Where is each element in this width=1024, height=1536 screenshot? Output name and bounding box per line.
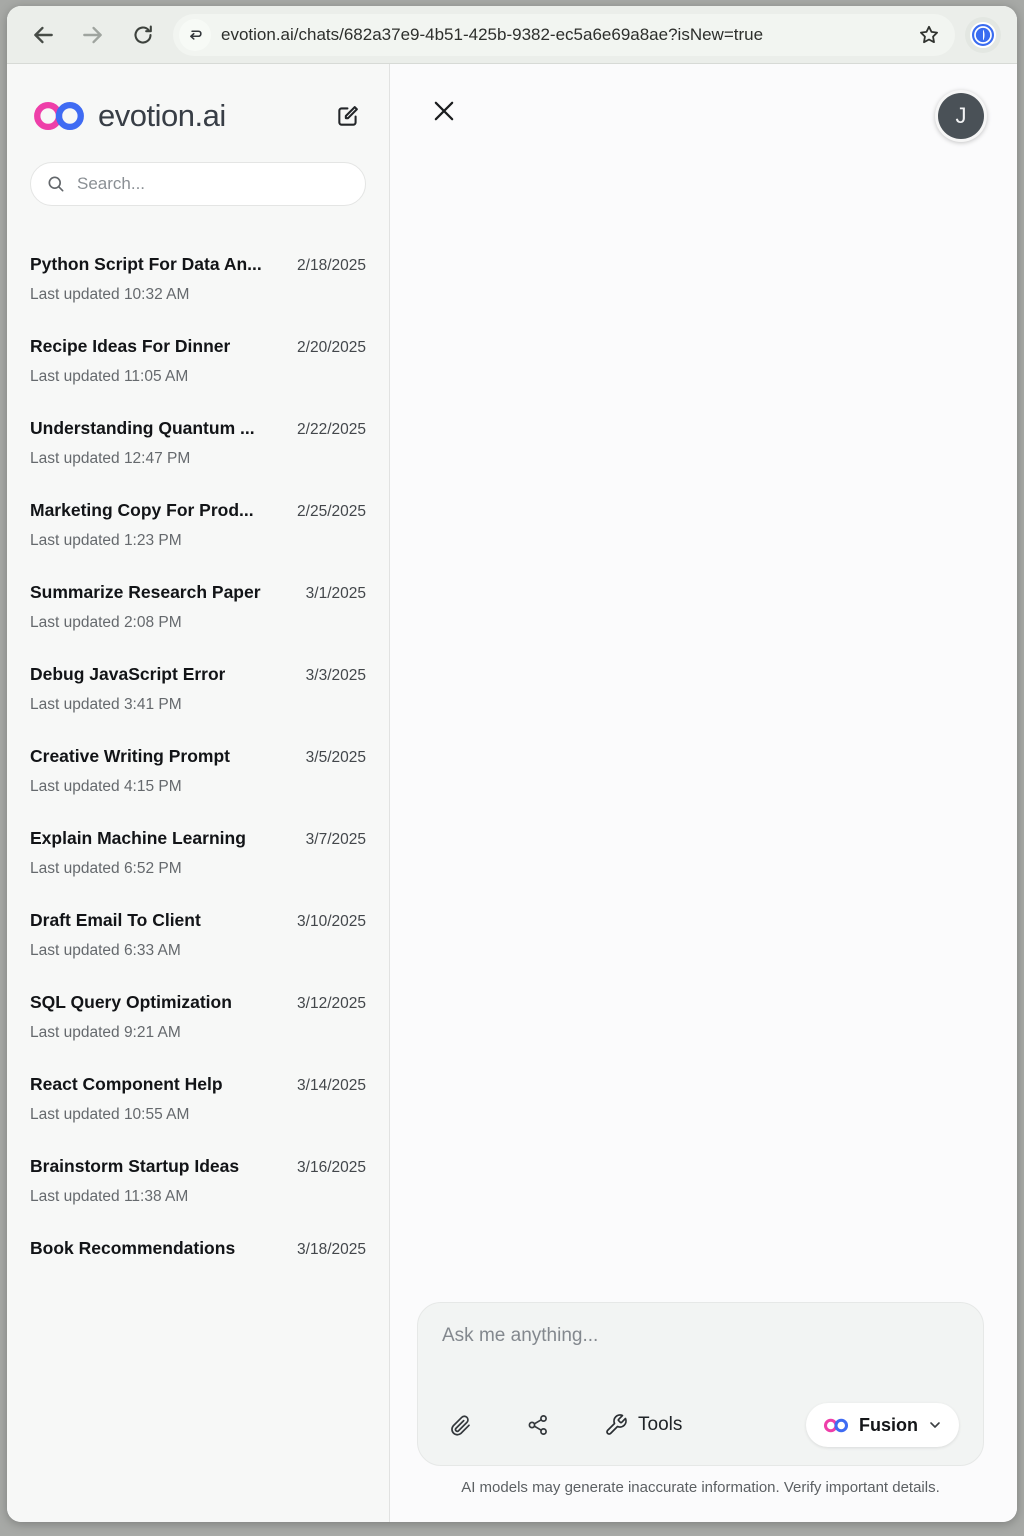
reload-icon xyxy=(131,23,155,47)
chat-date: 2/18/2025 xyxy=(297,257,366,274)
chat-title: Creative Writing Prompt xyxy=(30,746,230,766)
chat-date: 3/14/2025 xyxy=(297,1077,366,1094)
chat-list-item[interactable] xyxy=(30,908,366,962)
chat-updated: Last updated 10:32 AM xyxy=(30,286,190,303)
main-panel xyxy=(390,64,1017,1522)
reload-button[interactable] xyxy=(123,15,163,55)
chat-updated: Last updated 12:47 PM xyxy=(30,450,191,467)
chat-list-item[interactable] xyxy=(30,744,366,798)
infinity-logo-icon xyxy=(30,101,88,131)
compose-icon xyxy=(335,103,361,129)
url-input[interactable] xyxy=(221,25,907,45)
chat-list-item[interactable] xyxy=(30,1154,366,1208)
chat-title: Python Script For Data An... xyxy=(30,254,262,274)
chat-title: SQL Query Optimization xyxy=(30,992,232,1012)
chat-date: 3/5/2025 xyxy=(305,749,366,766)
chat-list-item[interactable] xyxy=(30,580,366,634)
chat-list-item[interactable] xyxy=(30,662,366,716)
message-input[interactable] xyxy=(442,1323,959,1403)
brand-name: evotion.ai xyxy=(98,98,226,133)
chat-list-item[interactable] xyxy=(30,416,366,470)
chat-title: Recipe Ideas For Dinner xyxy=(30,336,231,356)
sidebar-header xyxy=(7,88,389,144)
password-manager-extension-icon[interactable] xyxy=(965,17,1001,53)
chat-list-item[interactable] xyxy=(30,1072,366,1126)
address-bar[interactable] xyxy=(173,14,955,56)
chat-date: 3/1/2025 xyxy=(305,585,366,602)
chat-date: 3/18/2025 xyxy=(297,1241,366,1258)
chat-date: 2/25/2025 xyxy=(297,503,366,520)
chat-date: 3/12/2025 xyxy=(297,995,366,1012)
brand-logo xyxy=(30,98,226,134)
chat-list-item[interactable] xyxy=(30,1236,366,1260)
chat-list-item[interactable] xyxy=(30,990,366,1044)
composer-toolbar xyxy=(442,1403,959,1447)
chat-list-item[interactable] xyxy=(30,498,366,552)
chat-title: React Component Help xyxy=(30,1074,223,1094)
back-icon xyxy=(30,22,56,48)
close-icon xyxy=(430,97,458,125)
paperclip-icon xyxy=(448,1413,472,1437)
tools-label: Tools xyxy=(638,1414,683,1435)
chat-updated: Last updated 3:41 PM xyxy=(30,696,182,713)
chat-updated: Last updated 11:38 AM xyxy=(30,1188,189,1205)
back-button[interactable] xyxy=(23,15,63,55)
close-button[interactable] xyxy=(430,97,458,125)
chat-date: 3/7/2025 xyxy=(305,831,366,848)
chat-list-item[interactable] xyxy=(30,826,366,880)
chat-title: Book Recommendations xyxy=(30,1238,236,1258)
message-composer xyxy=(417,1302,984,1466)
model-selector[interactable] xyxy=(806,1403,959,1447)
chat-title: Draft Email To Client xyxy=(30,910,201,930)
tools-button[interactable] xyxy=(598,1407,688,1443)
avatar[interactable] xyxy=(935,90,987,142)
chat-title: Marketing Copy For Prod... xyxy=(30,500,254,520)
browser-toolbar xyxy=(7,6,1017,64)
wrench-icon xyxy=(604,1413,628,1437)
chat-date: 3/3/2025 xyxy=(305,667,366,684)
bookmark-star-icon[interactable] xyxy=(917,23,941,47)
avatar-initial: J xyxy=(955,103,967,128)
attach-button[interactable] xyxy=(442,1407,478,1443)
chat-updated: Last updated 6:33 AM xyxy=(30,942,181,959)
forward-icon xyxy=(80,22,106,48)
chat-updated: Last updated 10:55 AM xyxy=(30,1106,190,1123)
model-label: Fusion xyxy=(859,1414,918,1435)
sidebar xyxy=(7,64,390,1522)
new-chat-button[interactable] xyxy=(331,99,365,133)
search-icon xyxy=(46,174,66,194)
chat-updated: Last updated 11:05 AM xyxy=(30,368,189,385)
chat-title: Summarize Research Paper xyxy=(30,582,261,602)
infinity-logo-icon xyxy=(822,1418,850,1433)
switch-tab-icon[interactable] xyxy=(179,19,211,51)
chat-updated: Last updated 6:52 PM xyxy=(30,860,182,877)
chat-title: Explain Machine Learning xyxy=(30,828,246,848)
chat-list-item[interactable] xyxy=(30,252,366,306)
chat-date: 3/10/2025 xyxy=(297,913,366,930)
chat-title: Understanding Quantum ... xyxy=(30,418,255,438)
ai-disclaimer: AI models may generate inaccurate information. Verify important details. xyxy=(461,1479,940,1496)
chat-updated: Last updated 1:23 PM xyxy=(30,532,182,549)
chat-list xyxy=(7,206,389,1522)
chat-date: 2/22/2025 xyxy=(297,421,366,438)
search-input[interactable] xyxy=(30,162,366,206)
chat-title: Debug JavaScript Error xyxy=(30,664,226,684)
chat-date: 3/16/2025 xyxy=(297,1159,366,1176)
chat-updated: Last updated 2:08 PM xyxy=(30,614,182,631)
share-icon xyxy=(526,1413,550,1437)
chevron-down-icon xyxy=(927,1417,943,1433)
share-button[interactable] xyxy=(520,1407,556,1443)
browser-window xyxy=(7,6,1017,1522)
chat-date: 2/20/2025 xyxy=(297,339,366,356)
chat-updated: Last updated 9:21 AM xyxy=(30,1024,181,1041)
chat-title: Brainstorm Startup Ideas xyxy=(30,1156,240,1176)
forward-button[interactable] xyxy=(73,15,113,55)
chat-updated: Last updated 4:15 PM xyxy=(30,778,182,795)
chat-list-item[interactable] xyxy=(30,334,366,388)
